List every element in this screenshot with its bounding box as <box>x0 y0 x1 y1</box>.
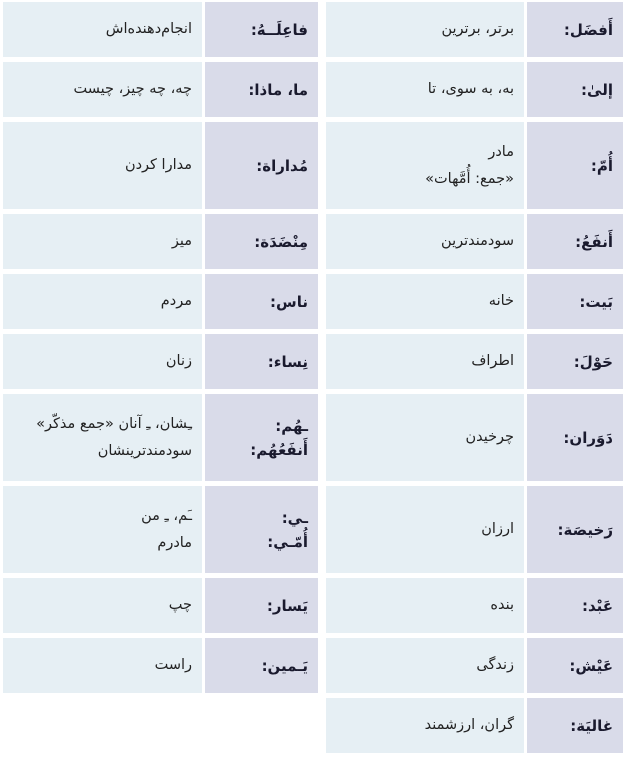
meaning-line: مادرم <box>157 534 192 551</box>
vocab-term: بَیت: <box>527 274 623 329</box>
vocab-row <box>326 274 623 329</box>
vocab-row <box>3 578 318 633</box>
term-line: ـي: <box>281 508 308 527</box>
meaning-line: ـَم، ـِ من <box>141 507 192 524</box>
meaning-line: انجام‌دهنده‌اش <box>105 21 192 37</box>
meaning-line: ارزان <box>481 521 514 537</box>
vocab-row <box>3 638 318 693</box>
meaning-line: مدارا کردن <box>124 157 192 173</box>
vocab-meaning <box>326 578 524 633</box>
term-line: أَنفَعُهُم: <box>250 440 308 459</box>
vocab-row <box>3 394 318 481</box>
left-vocabulary-column <box>3 2 318 698</box>
vocab-row <box>326 214 623 269</box>
meaning-line: میز <box>171 233 192 249</box>
vocab-term: ناس: <box>205 274 318 329</box>
vocab-meaning <box>3 334 202 389</box>
vocab-meaning <box>326 62 524 117</box>
meaning-line: مادر <box>488 143 514 160</box>
vocab-term: يَسار: <box>205 578 318 633</box>
vocab-term: مِنْضَدَة: <box>205 214 318 269</box>
vocab-row <box>326 334 623 389</box>
vocab-row <box>3 2 318 57</box>
meaning-line: برتر، برترین <box>441 21 514 37</box>
right-vocabulary-column <box>326 2 623 758</box>
vocab-term: أَنفَعُ: <box>527 214 623 269</box>
vocab-term: ما، ماذا: <box>205 62 318 117</box>
vocab-term <box>205 486 318 573</box>
meaning-line: زنان <box>165 353 192 369</box>
vocab-meaning <box>326 274 524 329</box>
vocab-meaning <box>3 214 202 269</box>
meaning-line: چپ <box>168 597 192 613</box>
meaning-line: گران، ارزشمند <box>424 717 514 733</box>
vocab-term: مُداراة: <box>205 122 318 209</box>
meaning-line: ـِشان، ـِ آنان «جمع مذکّر» <box>36 415 192 432</box>
vocab-meaning <box>3 122 202 209</box>
vocab-row <box>3 62 318 117</box>
vocab-term: عَیْش: <box>527 638 623 693</box>
vocab-meaning <box>326 2 524 57</box>
vocab-row <box>326 578 623 633</box>
vocab-term: إلیٰ: <box>527 62 623 117</box>
vocab-term: أُمّ: <box>527 122 623 209</box>
meaning-line: چه، چه چیز، چیست <box>73 81 192 97</box>
vocab-meaning <box>326 214 524 269</box>
vocab-meaning <box>3 638 202 693</box>
vocab-meaning <box>3 394 202 481</box>
meaning-line: بنده <box>490 597 514 613</box>
vocab-term: دَوَران: <box>527 394 623 481</box>
vocab-meaning <box>326 122 524 209</box>
vocab-row <box>326 122 623 209</box>
vocab-term <box>205 394 318 481</box>
vocab-meaning <box>3 486 202 573</box>
vocab-term: عَبْد: <box>527 578 623 633</box>
meaning-line: سودمندترین <box>441 233 514 249</box>
term-line: أُمّـي: <box>267 532 308 551</box>
vocab-row <box>326 394 623 481</box>
meaning-line: اطراف <box>471 353 514 369</box>
vocab-term: حَوْلَ: <box>527 334 623 389</box>
vocab-row <box>3 122 318 209</box>
vocab-row <box>326 62 623 117</box>
vocab-row <box>326 638 623 693</box>
vocab-meaning <box>326 638 524 693</box>
vocab-meaning <box>326 486 524 573</box>
vocab-row <box>326 486 623 573</box>
vocab-row <box>3 274 318 329</box>
vocab-row <box>3 214 318 269</box>
vocab-term: يَـمين: <box>205 638 318 693</box>
vocab-meaning <box>3 62 202 117</box>
vocab-meaning <box>3 2 202 57</box>
vocab-term: رَخیصَة: <box>527 486 623 573</box>
meaning-line: چرخیدن <box>465 429 514 445</box>
vocab-row <box>326 2 623 57</box>
term-line: ـهُم: <box>275 416 308 435</box>
meaning-line: خانه <box>488 293 514 309</box>
meaning-line: سودمندترینشان <box>97 442 192 459</box>
meaning-line: راست <box>154 657 192 673</box>
meaning-line: به، به سوی، تا <box>427 81 514 97</box>
meaning-line: زندگی <box>476 657 514 673</box>
vocab-term: غالیَة: <box>527 698 623 753</box>
vocab-meaning <box>326 394 524 481</box>
vocab-term: فاعِلَــهُ: <box>205 2 318 57</box>
vocab-meaning <box>326 334 524 389</box>
meaning-line: مردم <box>160 293 192 309</box>
vocab-row <box>3 486 318 573</box>
vocab-meaning <box>3 274 202 329</box>
meaning-line: «جمع: أُمَّهات» <box>425 170 514 187</box>
vocab-meaning <box>326 698 524 753</box>
vocab-term: نِساء: <box>205 334 318 389</box>
vocab-meaning <box>3 578 202 633</box>
vocab-term: أَفضَل: <box>527 2 623 57</box>
vocab-row <box>326 698 623 753</box>
vocab-row <box>3 334 318 389</box>
